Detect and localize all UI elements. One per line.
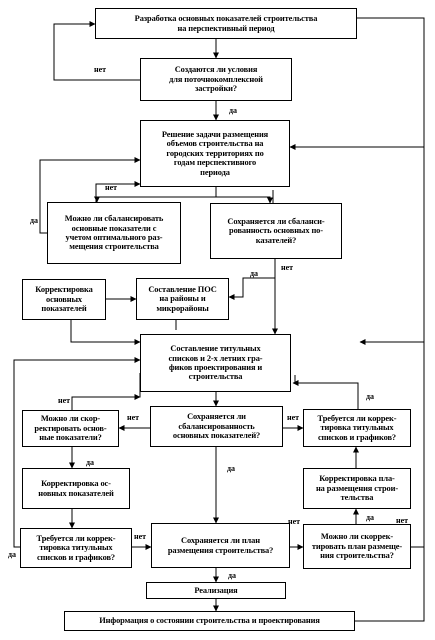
label-no-b16: нет <box>396 516 409 525</box>
box-correct-indicators-question <box>22 410 119 447</box>
box-placement-preserved-question <box>151 523 290 568</box>
box-correct-placement-question-text: Можно ли скоррек- тировать план размеще- ния строительства? <box>311 532 403 561</box>
box-realization-text: Реализация <box>194 585 238 595</box>
box-balance-question <box>47 202 181 264</box>
label-no-b4: нет <box>105 183 118 192</box>
box-correct-indicators-2 <box>22 468 130 509</box>
box-title-lists <box>140 334 291 392</box>
label-no-b14: нет <box>134 532 147 541</box>
box-compose-pos <box>136 278 229 320</box>
label-no-b9: нет <box>58 396 71 405</box>
box-correct-indicators-1-text: Корректировка основных показателей <box>35 285 93 314</box>
label-no-b10-left: нет <box>127 413 140 422</box>
box-information <box>64 611 355 631</box>
label-yes-b16: да <box>366 513 375 522</box>
label-no-b15: нет <box>288 517 301 526</box>
label-yes-b15: да <box>228 571 237 580</box>
label-yes-b4: да <box>30 216 39 225</box>
box-correct-placement-plan <box>303 468 411 509</box>
label-no-b5: нет <box>281 263 294 272</box>
box-title-correction-question-right-text: Требуется ли коррек- тировка титульных списков и графиков? <box>317 413 397 442</box>
label-yes-b14: да <box>8 550 17 559</box>
box-compose-pos-text: Составление ПОС на районы и микрорайоны <box>148 284 217 313</box>
label-yes-b5: да <box>250 269 259 278</box>
label-yes-b2: да <box>229 106 238 115</box>
box-placement-task-text: Решение задачи размещения объемов строительства на городских территориях по годам перспективного периода <box>161 129 269 177</box>
label-yes-b10: да <box>227 464 236 473</box>
box-balance-question-text: Можно ли сбалансировать основные показатели с учетом оптимального раз- мещения строительства <box>64 214 164 252</box>
box-title-correction-question-right <box>303 409 411 447</box>
box-title-correction-question-left <box>20 528 132 568</box>
box-conditions-question-text: Создаются ли условия для поточнокомплексной застройки? <box>169 65 263 94</box>
box-correct-indicators-question-text: Можно ли скор- ректировать основ- ные показатели? <box>34 414 107 443</box>
box-develop-indicators-text: Разработка основных показателей строительства на перспективный период <box>134 14 318 33</box>
box-balance-preserved-question-2-text: Сохраняется ли сбалансированность основных показателей? <box>172 412 261 441</box>
box-correct-indicators-1 <box>22 279 106 320</box>
label-yes-b9: да <box>86 458 95 467</box>
box-placement-task <box>140 120 290 187</box>
box-correct-placement-plan-text: Корректировка пла- на размещения строи- тельства <box>315 474 399 503</box>
label-no-b2: нет <box>94 65 107 74</box>
box-realization <box>146 582 286 599</box>
box-develop-indicators <box>95 8 357 39</box>
box-balance-preserved-question-text: Сохраняется ли сбаланси- рованность основных по- казателей? <box>227 216 325 245</box>
box-conditions-question <box>140 58 292 101</box>
box-correct-placement-question <box>303 524 411 569</box>
box-placement-preserved-question-text: Сохраняется ли план размещения строительства? <box>167 536 274 555</box>
box-balance-preserved-question <box>210 203 342 259</box>
box-correct-indicators-2-text: Корректировка ос- новных показателей <box>38 479 114 498</box>
box-balance-preserved-question-2 <box>150 406 283 447</box>
box-title-lists-text: Составление титульных списков и 2-х летних гра- фиков проектирования и строительства <box>168 344 263 382</box>
label-yes-b11: да <box>366 392 375 401</box>
label-no-b10-right: нет <box>287 413 300 422</box>
box-title-correction-question-left-text: Требуется ли коррек- тировка титульных списков и графиков? <box>36 533 116 562</box>
box-information-text: Информация о состоянии строительства и проектирования <box>99 616 320 626</box>
